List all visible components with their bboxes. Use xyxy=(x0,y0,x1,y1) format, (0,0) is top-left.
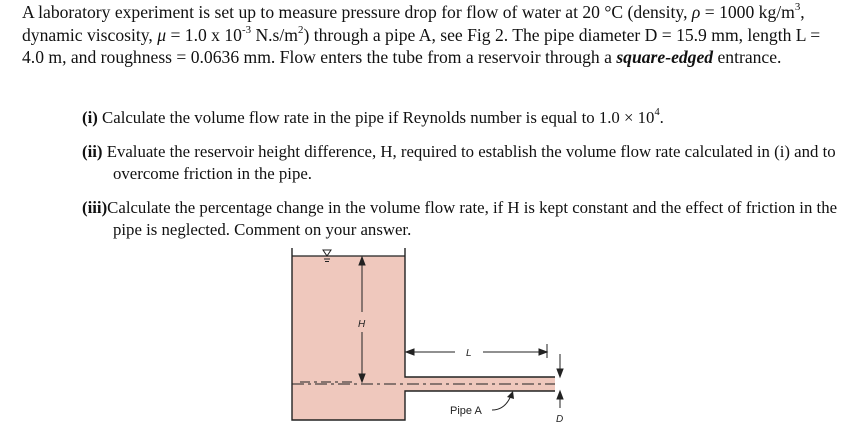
question-text: . xyxy=(659,108,664,127)
intro-text: = 1.0 x 10 xyxy=(166,24,242,45)
label-pipe-A: Pipe A xyxy=(450,405,482,417)
question-text: Evaluate the reservoir height difference, H, required to establish the volume flow rate calculated in (i) and to overcome friction in the pipe. xyxy=(106,142,836,183)
pipe-leader-arrow xyxy=(507,391,514,399)
intro-text: , dynamic viscosity, xyxy=(22,2,805,45)
diameter-dimension xyxy=(557,354,563,408)
intro-text: = 1000 kg/m xyxy=(700,2,795,22)
fluid-fill xyxy=(292,256,555,420)
reservoir-pipe-figure xyxy=(280,246,580,434)
question-text: Calculate the percentage change in the volume flow rate, if H is kept constant and the effect of friction in the pipe is neglected. Comment on your answer. xyxy=(107,198,838,239)
label-D: D xyxy=(556,414,564,425)
superscript: 3 xyxy=(794,1,801,14)
question-i xyxy=(82,107,858,129)
superscript: -3 xyxy=(241,23,252,36)
superscript: 4 xyxy=(654,107,660,119)
mu-symbol: μ xyxy=(157,24,167,45)
label-L: L xyxy=(466,348,472,359)
intro-text: A laboratory experiment is set up to measure pressure drop for flow of water at 20 °C (density, xyxy=(22,2,692,22)
question-label: (iii) xyxy=(82,198,108,217)
intro-text: ) through a pipe A, see Fig 2. The pipe diameter D = 15.9 mm, length L = 4.0 m, and roughness = 0.0636 mm. Flow enters the tube from a reservoir through a xyxy=(22,24,821,67)
problem-statement xyxy=(22,1,822,69)
intro-paragraph xyxy=(22,1,822,69)
question-label: (i) xyxy=(82,108,98,127)
question-iii xyxy=(82,197,858,240)
intro-text: N.s/m xyxy=(251,24,298,45)
intro-text: entrance. xyxy=(713,47,782,67)
length-dimension xyxy=(406,344,547,358)
superscript: 2 xyxy=(297,23,304,36)
emphasis-text: square-edged xyxy=(616,47,714,67)
question-text: Calculate the volume flow rate in the pipe if Reynolds number is equal to 1.0 × 10 xyxy=(102,108,655,127)
label-H: H xyxy=(358,319,366,330)
rho-symbol: ρ xyxy=(691,2,701,22)
question-label: (ii) xyxy=(82,142,103,161)
question-ii xyxy=(82,141,858,184)
